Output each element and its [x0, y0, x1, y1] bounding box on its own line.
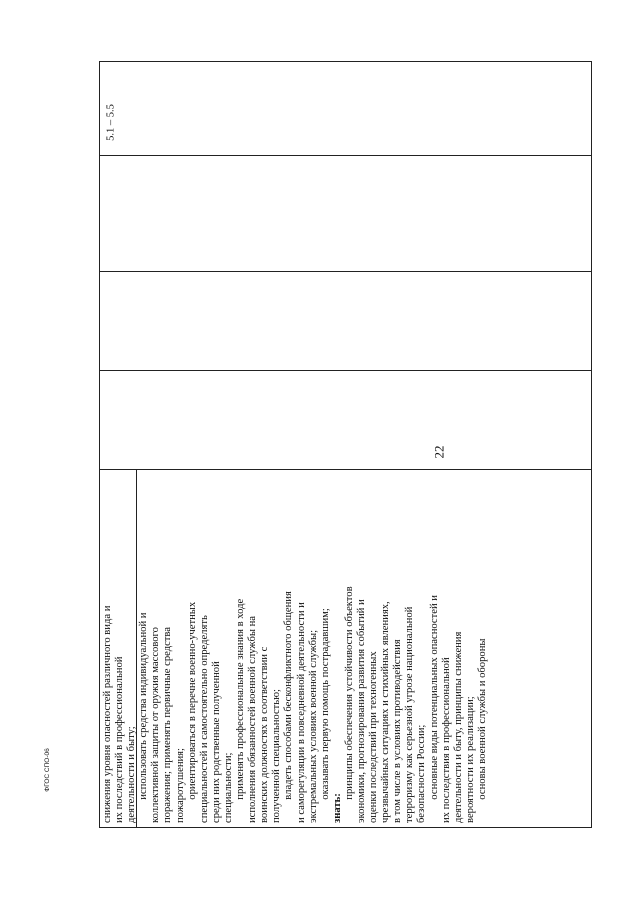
text-line: терроризму как серьезной угрозе национальной	[404, 606, 416, 823]
text-line: принципы обеспечения устойчивости объектов	[343, 586, 355, 800]
text-line: их последствия в профессиональной	[440, 657, 452, 823]
page-number: 22	[431, 445, 447, 459]
text-line: воинских должностях в соответствии с	[259, 646, 271, 823]
section-reference: 5.1 – 5.5	[105, 104, 117, 141]
text-line: снижения уровня опасностей различного вида и	[102, 605, 113, 823]
text-line: экономики, прогнозирования развития событий и	[355, 599, 367, 823]
text-line: их последствий в профессиональной	[114, 656, 126, 823]
text-line: коллективной защиты от оружия массового	[150, 627, 162, 823]
text-line: вероятности их реализации;	[464, 696, 476, 823]
text-line: поражения; применять первичные средства	[162, 627, 174, 823]
competency-text-cell	[100, 472, 491, 827]
text-line: применять профессиональные знания в ходе	[235, 598, 247, 800]
text-line: оказывать первую помощь пострадавшим;	[319, 608, 331, 800]
text-line: ориентироваться в перечне военно-учетных	[186, 601, 198, 800]
text-line: знать:	[331, 793, 343, 823]
text-line: специальности;	[222, 752, 234, 823]
text-line: специальностей и самостоятельно определять	[198, 615, 210, 823]
text-line: деятельности и быту;	[126, 726, 138, 823]
text-line: оценки последствий при техногенных	[368, 651, 380, 823]
competency-lines	[102, 476, 489, 823]
text-line: в том числе в условиях противодействия	[392, 639, 404, 823]
text-line: использовать средства индивидуальной и	[138, 612, 150, 800]
text-line: полученной специальностью;	[271, 689, 283, 823]
text-line: среди них родственные полученной	[210, 661, 222, 823]
rotated-table-content	[100, 57, 590, 827]
text-line: пожаротушения;	[174, 748, 186, 823]
text-line: основы военной службы и обороны	[476, 638, 488, 800]
text-line: исполнения обязанностей военной службы на	[247, 615, 259, 823]
text-line: и саморегуляции в повседневной деятельности и	[295, 602, 307, 823]
text-line: экстремальных условиях военной службы;	[307, 629, 319, 823]
footer-standard-code: ФГОС СПО-06	[44, 748, 51, 792]
text-line: деятельности и быту, принципы снижения	[452, 631, 464, 823]
text-line: основные виды потенциальных опасностей и	[428, 595, 440, 800]
text-line: безопасности России;	[416, 724, 428, 823]
text-line: чрезвычайных ситуациях и стихийных явлениях,	[380, 601, 392, 823]
text-line: владеть способами бесконфликтного общения	[283, 591, 295, 800]
